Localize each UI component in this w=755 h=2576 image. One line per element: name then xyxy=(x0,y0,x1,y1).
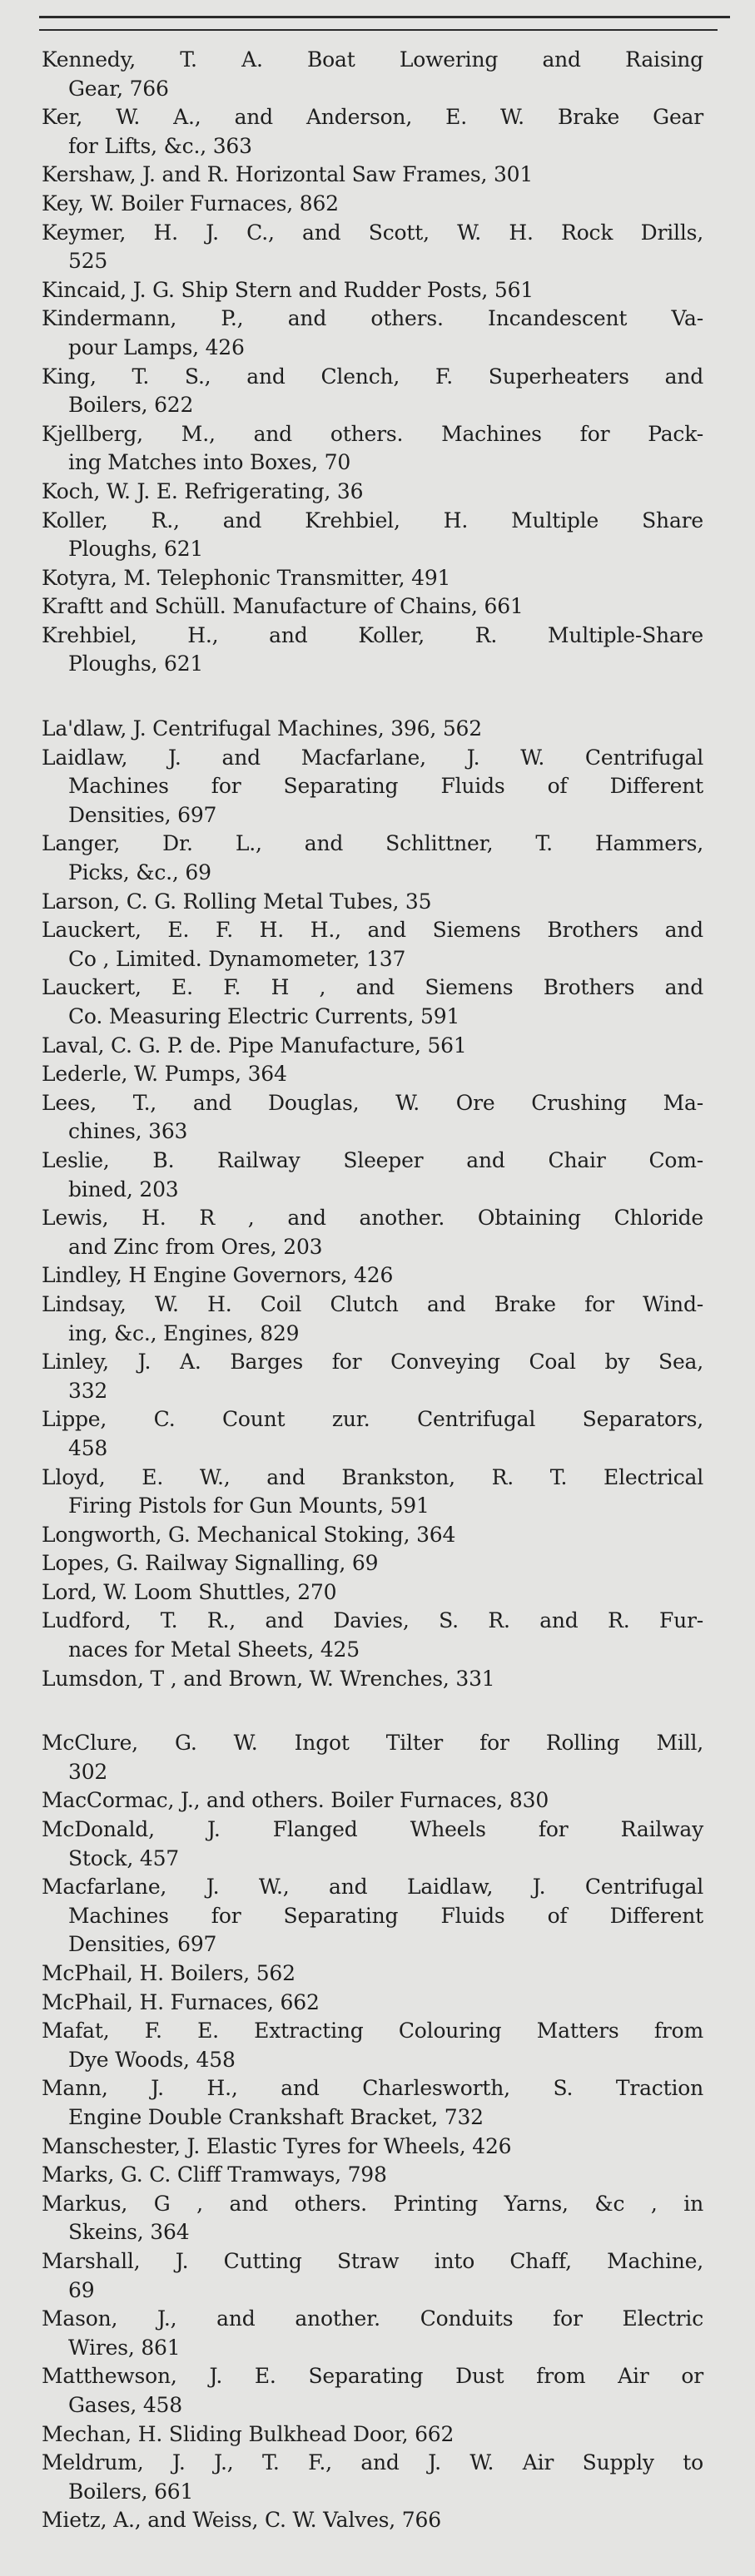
index-entry xyxy=(42,1464,703,1521)
entry-line: Markus, G , and others. Printing Yarns, &c , in xyxy=(42,2191,703,2216)
entry-line: Langer, Dr. L., and Schlittner, T. Hammers, xyxy=(42,831,703,856)
entry-line: McPhail, H. Boilers, 562 xyxy=(42,1961,296,1985)
entry-continuation-line: Stock, 457 xyxy=(68,1845,179,1870)
entry-continuation-line: Boilers, 622 xyxy=(68,393,194,418)
entry-line: King, T. S., and Clench, F. Superheaters and xyxy=(42,364,703,389)
index-entry xyxy=(42,1261,703,1290)
entry-line: Koch, W. J. E. Refrigerating, 36 xyxy=(42,478,364,503)
entry-line: Longworth, G. Mechanical Stoking, 364 xyxy=(42,1522,456,1547)
entry-continuation-line: Dye Woods, 458 xyxy=(68,2047,236,2072)
index-entry xyxy=(42,564,703,593)
entry-line: Meldrum, J. J., T. F., and J. W. Air Supply to xyxy=(42,2450,703,2475)
entry-continuation-line: Skeins, 364 xyxy=(68,2220,190,2245)
index-entry xyxy=(42,276,703,305)
entry-line: Kotyra, M. Telephonic Transmitter, 491 xyxy=(42,565,451,590)
entry-continuation-line: 69 xyxy=(68,2277,95,2302)
entry-continuation-line: Firing Pistols for Gun Mounts, 591 xyxy=(68,1494,430,1518)
entry-line: Mafat, F. E. Extracting Colouring Matters from xyxy=(42,2019,703,2043)
entry-line: Lindley, H Engine Governors, 426 xyxy=(42,1263,394,1288)
index-entry xyxy=(42,1816,703,1873)
index-entry xyxy=(42,973,703,1031)
entry-line: Lederle, W. Pumps, 364 xyxy=(42,1062,287,1087)
entry-line: Macfarlane, J. W., and Laidlaw, J. Centrifugal xyxy=(42,1875,703,1900)
index-entry xyxy=(42,420,703,478)
index-entry xyxy=(42,1060,703,1089)
entry-continuation-line: Boilers, 661 xyxy=(68,2479,194,2504)
index-section-m xyxy=(42,1729,703,2535)
entry-continuation-line: pour Lamps, 426 xyxy=(68,334,245,359)
entry-line: Ludford, T. R., and Davies, S. R. and R. Fur- xyxy=(42,1608,703,1633)
index-entry xyxy=(42,1549,703,1578)
index-entry xyxy=(42,507,703,564)
entry-line: Mechan, H. Sliding Bulkhead Door, 662 xyxy=(42,2421,454,2446)
entry-continuation-line: Densities, 697 xyxy=(68,1932,217,1957)
entry-line: Kincaid, J. G. Ship Stern and Rudder Posts, 561 xyxy=(42,277,534,302)
index-entry xyxy=(42,1405,703,1463)
entry-line: Marks, G. C. Cliff Tramways, 798 xyxy=(42,2162,387,2187)
index-entry xyxy=(42,1729,703,1786)
entry-line: Leslie, B. Railway Sleeper and Chair Com- xyxy=(42,1147,703,1172)
index-entry xyxy=(42,2449,703,2506)
index-entry xyxy=(42,2506,703,2535)
index-entry xyxy=(42,2133,703,2162)
entry-continuation-line: Machines for Separating Fluids of Different xyxy=(68,774,703,799)
index-entry xyxy=(42,2362,703,2420)
entry-continuation-line: 332 xyxy=(68,1378,108,1403)
entry-continuation-line: 525 xyxy=(68,249,108,274)
entry-line: Krehbiel, H., and Koller, R. Multiple-Share xyxy=(42,622,703,647)
entry-continuation-line: Picks, &c., 69 xyxy=(68,860,211,885)
entry-continuation-line: Wires, 861 xyxy=(68,2335,181,2360)
top-rule-inner xyxy=(39,29,718,31)
entry-continuation-line: Densities, 697 xyxy=(68,802,217,827)
entry-line: Laval, C. G. P. de. Pipe Manufacture, 561 xyxy=(42,1033,467,1058)
entry-continuation-line: Engine Double Crankshaft Bracket, 732 xyxy=(68,2104,484,2129)
patent-index-column xyxy=(42,46,703,2535)
entry-line: Kindermann, P., and others. Incandescent Va- xyxy=(42,306,703,331)
index-entry xyxy=(42,1204,703,1261)
index-entry xyxy=(42,219,703,276)
index-entry xyxy=(42,744,703,830)
entry-line: Laidlaw, J. and Macfarlane, J. W. Centrifugal xyxy=(42,745,703,770)
entry-line: Kershaw, J. and R. Horizontal Saw Frames, 301 xyxy=(42,162,534,187)
entry-line: Lloyd, E. W., and Brankston, R. T. Electrical xyxy=(42,1464,703,1489)
entry-line: Manschester, J. Elastic Tyres for Wheels, 426 xyxy=(42,2133,512,2158)
index-entry xyxy=(42,305,703,362)
entry-line: Key, W. Boiler Furnaces, 862 xyxy=(42,191,339,215)
index-entry xyxy=(42,592,703,622)
entry-line: Lippe, C. Count zur. Centrifugal Separators, xyxy=(42,1407,703,1432)
entry-line: Lauckert, E. F. H. H., and Siemens Brothers and xyxy=(42,918,703,943)
entry-line: Linley, J. A. Barges for Conveying Coal by Sea, xyxy=(42,1350,703,1375)
entry-continuation-line: Co. Measuring Electric Currents, 591 xyxy=(68,1004,460,1028)
index-entry xyxy=(42,1147,703,1204)
entry-line: McClure, G. W. Ingot Tilter for Rolling Mill, xyxy=(42,1731,703,1756)
entry-line: Keymer, H. J. C., and Scott, W. H. Rock Drills, xyxy=(42,220,703,245)
entry-continuation-line: and Zinc from Ores, 203 xyxy=(68,1234,323,1259)
index-entry xyxy=(42,478,703,507)
entry-continuation-line: bined, 203 xyxy=(68,1177,179,1201)
index-entry xyxy=(42,1989,703,2018)
index-entry xyxy=(42,2017,703,2074)
entry-line: Koller, R., and Krehbiel, H. Multiple Share xyxy=(42,508,703,533)
entry-line: Lauckert, E. F. H , and Siemens Brothers and xyxy=(42,975,703,1000)
entry-line: Kraftt and Schüll. Manufacture of Chains, 661 xyxy=(42,594,524,619)
index-entry xyxy=(42,1786,703,1816)
entry-line: MacCormac, J., and others. Boiler Furnaces, 830 xyxy=(42,1788,549,1813)
index-entry xyxy=(42,1959,703,1989)
entry-continuation-line: naces for Metal Sheets, 425 xyxy=(68,1637,360,1662)
index-entry xyxy=(42,622,703,679)
entry-line: Kjellberg, M., and others. Machines for Pack- xyxy=(42,421,703,446)
index-entry xyxy=(42,46,703,103)
entry-line: Marshall, J. Cutting Straw into Chaff, Machine, xyxy=(42,2248,703,2273)
entry-line: Lees, T., and Douglas, W. Ore Crushing Ma- xyxy=(42,1090,703,1115)
index-entry xyxy=(42,715,703,744)
entry-continuation-line: Ploughs, 621 xyxy=(68,651,204,676)
entry-continuation-line: Co , Limited. Dynamometer, 137 xyxy=(68,946,406,971)
entry-line: Lord, W. Loom Shuttles, 270 xyxy=(42,1579,337,1604)
entry-continuation-line: Gases, 458 xyxy=(68,2392,182,2417)
index-entry xyxy=(42,1607,703,1664)
index-entry xyxy=(42,2074,703,2132)
index-entry xyxy=(42,1578,703,1608)
index-entry xyxy=(42,2420,703,2450)
index-entry xyxy=(42,1032,703,1061)
entry-continuation-line: ing Matches into Boxes, 70 xyxy=(68,450,351,475)
entry-line: La'dlaw, J. Centrifugal Machines, 396, 562 xyxy=(42,716,482,741)
entry-line: Mason, J., and another. Conduits for Electric xyxy=(42,2306,703,2331)
entry-line: Kennedy, T. A. Boat Lowering and Raising xyxy=(42,47,703,72)
index-entry xyxy=(42,1873,703,1959)
entry-line: Lumsdon, T , and Brown, W. Wrenches, 331 xyxy=(42,1666,495,1691)
index-entry xyxy=(42,363,703,420)
entry-line: Matthewson, J. E. Separating Dust from Air or xyxy=(42,2364,703,2389)
entry-continuation-line: for Lifts, &c., 363 xyxy=(68,133,252,158)
entry-continuation-line: ing, &c., Engines, 829 xyxy=(68,1320,300,1345)
index-entry xyxy=(42,161,703,190)
index-entry xyxy=(42,916,703,973)
index-section-l xyxy=(42,715,703,1693)
index-entry xyxy=(42,2190,703,2247)
index-entry xyxy=(42,1521,703,1550)
top-rule xyxy=(39,16,730,18)
entry-continuation-line: 302 xyxy=(68,1759,108,1784)
entry-line: Lewis, H. R , and another. Obtaining Chloride xyxy=(42,1206,703,1231)
entry-line: Larson, C. G. Rolling Metal Tubes, 35 xyxy=(42,889,432,914)
index-entry xyxy=(42,1348,703,1405)
entry-continuation-line: Gear, 766 xyxy=(68,76,169,101)
entry-line: Mann, J. H., and Charlesworth, S. Traction xyxy=(42,2076,703,2101)
index-entry xyxy=(42,888,703,917)
entry-line: McDonald, J. Flanged Wheels for Railway xyxy=(42,1817,703,1842)
index-entry xyxy=(42,2247,703,2305)
index-entry xyxy=(42,1665,703,1694)
entry-line: Lindsay, W. H. Coil Clutch and Brake for Wind- xyxy=(42,1291,703,1316)
index-section-k xyxy=(42,46,703,679)
entry-continuation-line: 458 xyxy=(68,1435,108,1460)
index-entry xyxy=(42,830,703,887)
index-entry xyxy=(42,2161,703,2190)
entry-continuation-line: Ploughs, 621 xyxy=(68,537,204,562)
index-entry xyxy=(42,1290,703,1348)
index-entry xyxy=(42,1089,703,1147)
entry-continuation-line: Machines for Separating Fluids of Different xyxy=(68,1903,703,1928)
index-entry xyxy=(42,2305,703,2362)
entry-line: Mietz, A., and Weiss, C. W. Valves, 766 xyxy=(42,2508,441,2533)
index-entry xyxy=(42,190,703,219)
entry-line: Ker, W. A., and Anderson, E. W. Brake Gear xyxy=(42,105,703,130)
entry-continuation-line: chines, 363 xyxy=(68,1119,188,1144)
entry-line: Lopes, G. Railway Signalling, 69 xyxy=(42,1551,379,1576)
index-entry xyxy=(42,103,703,161)
entry-line: McPhail, H. Furnaces, 662 xyxy=(42,1989,320,2014)
